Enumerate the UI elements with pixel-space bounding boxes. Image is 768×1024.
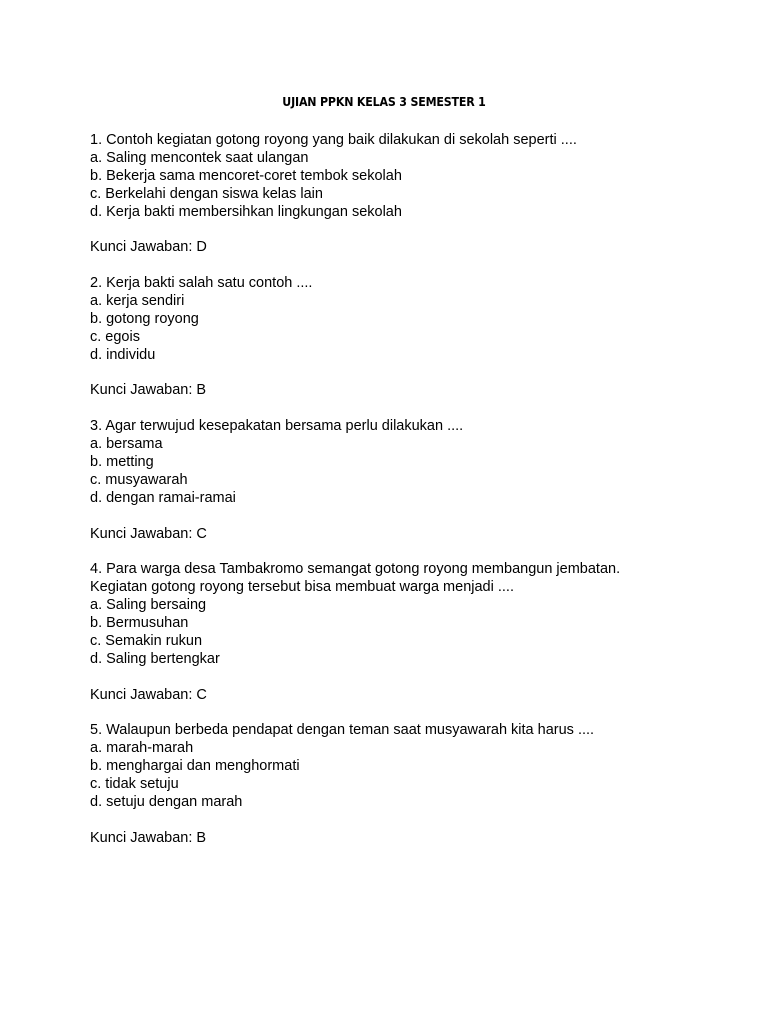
answer-key: Kunci Jawaban: B [90, 382, 207, 399]
option-d: d. dengan ramai-ramai [90, 489, 236, 506]
spacer [90, 257, 730, 275]
option-c: c. Semakin rukun [90, 632, 203, 649]
option-a: a. bersama [90, 436, 163, 453]
question-4 [90, 561, 730, 722]
question-2 [90, 275, 730, 418]
question-text: 2. Kerja bakti salah satu contoh .... [90, 275, 313, 292]
document-title: UJIAN PPKN KELAS 3 SEMESTER 1 [282, 95, 486, 109]
option-c: c. Berkelahi dengan siswa kelas lain [90, 185, 323, 202]
option-b: b. Bermusuhan [90, 615, 189, 632]
option-d: d. Kerja bakti membersihkan lingkungan sekolah [90, 203, 402, 220]
option-d: d. individu [90, 346, 156, 363]
document-body [90, 132, 730, 848]
spacer [90, 812, 730, 830]
option-d: d. setuju dengan marah [90, 793, 243, 810]
answer-key: Kunci Jawaban: D [90, 239, 207, 256]
question-5 [90, 722, 730, 847]
question-text-continued: Kegiatan gotong royong tersebut bisa membuat warga menjadi .... [90, 579, 514, 596]
spacer [90, 221, 730, 239]
option-a: a. kerja sendiri [90, 293, 185, 310]
option-b: b. metting [90, 454, 154, 471]
option-b: b. gotong royong [90, 310, 199, 327]
option-a: a. marah-marah [90, 740, 194, 757]
option-b: b. menghargai dan menghormati [90, 758, 300, 775]
answer-key: Kunci Jawaban: C [90, 525, 207, 542]
option-b: b. Bekerja sama mencoret-coret tembok sekolah [90, 167, 402, 184]
option-d: d. Saling bertengkar [90, 650, 220, 667]
spacer [90, 400, 730, 418]
question-text: 4. Para warga desa Tambakromo semangat gotong royong membangun jembatan. [90, 561, 621, 578]
answer-key: Kunci Jawaban: C [90, 686, 207, 703]
spacer [90, 705, 730, 723]
option-c: c. egois [90, 328, 140, 345]
question-text: 1. Contoh kegiatan gotong royong yang baik dilakukan di sekolah seperti .... [90, 132, 577, 148]
option-a: a. Saling mencontek saat ulangan [90, 149, 309, 166]
question-text: 5. Walaupun berbeda pendapat dengan teman saat musyawarah kita harus .... [90, 722, 595, 739]
answer-key: Kunci Jawaban: B [90, 829, 207, 846]
option-c: c. musyawarah [90, 471, 188, 488]
question-3 [90, 418, 730, 561]
option-a: a. Saling bersaing [90, 597, 207, 614]
spacer [90, 365, 730, 383]
spacer [90, 508, 730, 526]
question-text: 3. Agar terwujud kesepakatan bersama perlu dilakukan .... [90, 418, 464, 435]
spacer [90, 543, 730, 561]
option-c: c. tidak setuju [90, 776, 179, 793]
question-1 [90, 132, 730, 275]
spacer [90, 669, 730, 687]
